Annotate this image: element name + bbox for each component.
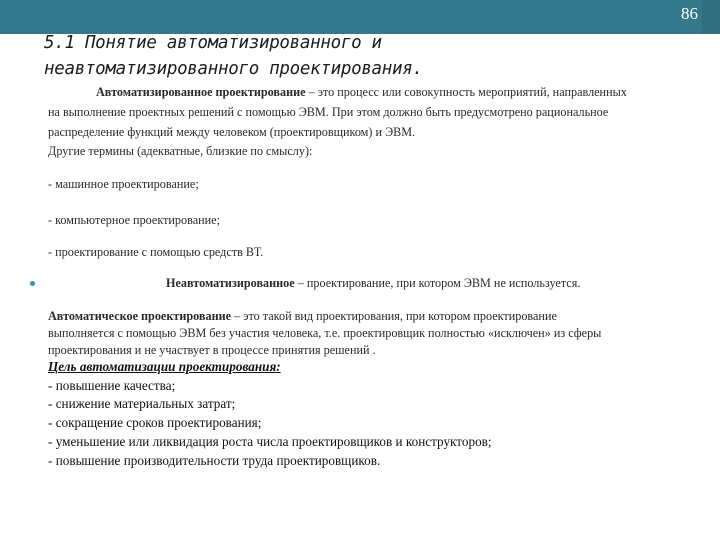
goal-item: - повышение производительности труда проектировщиков. (48, 452, 381, 468)
term-item: - проектирование с помощью средств ВТ. (48, 245, 264, 259)
para2-rest: – проектирование, при котором ЭВМ не используется. (294, 276, 581, 290)
para1-line4: Другие термины (адекватные, близкие по смыслу): (48, 144, 313, 158)
header-bar (0, 0, 720, 34)
goals-block (48, 358, 492, 470)
title-line-2: неавтоматизированного проектирования. (44, 59, 423, 79)
para1-line1 (96, 84, 627, 101)
goal-item: - повышение качества; (48, 377, 176, 393)
bullet-icon (30, 281, 35, 286)
title-line-1: 5.1 Понятие автоматизированного и (44, 33, 382, 53)
page-number: 86 (681, 4, 698, 23)
goal-item: - уменьшение или ликвидация роста числа проектировщиков и конструкторов; (48, 433, 492, 449)
para1-rest: – это процесс или совокупность мероприятий, направленных (305, 85, 627, 99)
para2-term: Неавтоматизированное (166, 276, 295, 290)
term-item: - машинное проектирование; (48, 177, 199, 191)
para3-line2: выполняется с помощью ЭВМ без участия человека, т.е. проектировщик полностью «исключен» из сферы (48, 326, 602, 340)
term-item: - компьютерное проектирование; (48, 213, 220, 227)
para3-line3: проектирования и не участвует в процессе принятия решений . (48, 343, 376, 357)
goal-item: - снижение материальных затрат; (48, 396, 236, 412)
para1-line2: на выполнение проектных решений с помощью ЭВМ. При этом должно быть предусмотрено рациональное (48, 105, 609, 119)
para3-line1 (48, 308, 557, 325)
para1-term: Автоматизированное проектирование (96, 85, 306, 99)
goal-item: - сокращение сроков проектирования; (48, 415, 262, 431)
header-bar-inner (0, 0, 702, 34)
para2 (166, 275, 580, 292)
para1-line3: распределение функций между человеком (проектировщиком) и ЭВМ. (48, 125, 416, 139)
para3-rest: – это такой вид проектирования, при котором проектирование (231, 309, 557, 323)
slide-title (44, 30, 684, 82)
para3-term: Автоматическое проектирование (48, 309, 232, 323)
goals-heading: Цель автоматизации проектирования: (48, 359, 281, 374)
